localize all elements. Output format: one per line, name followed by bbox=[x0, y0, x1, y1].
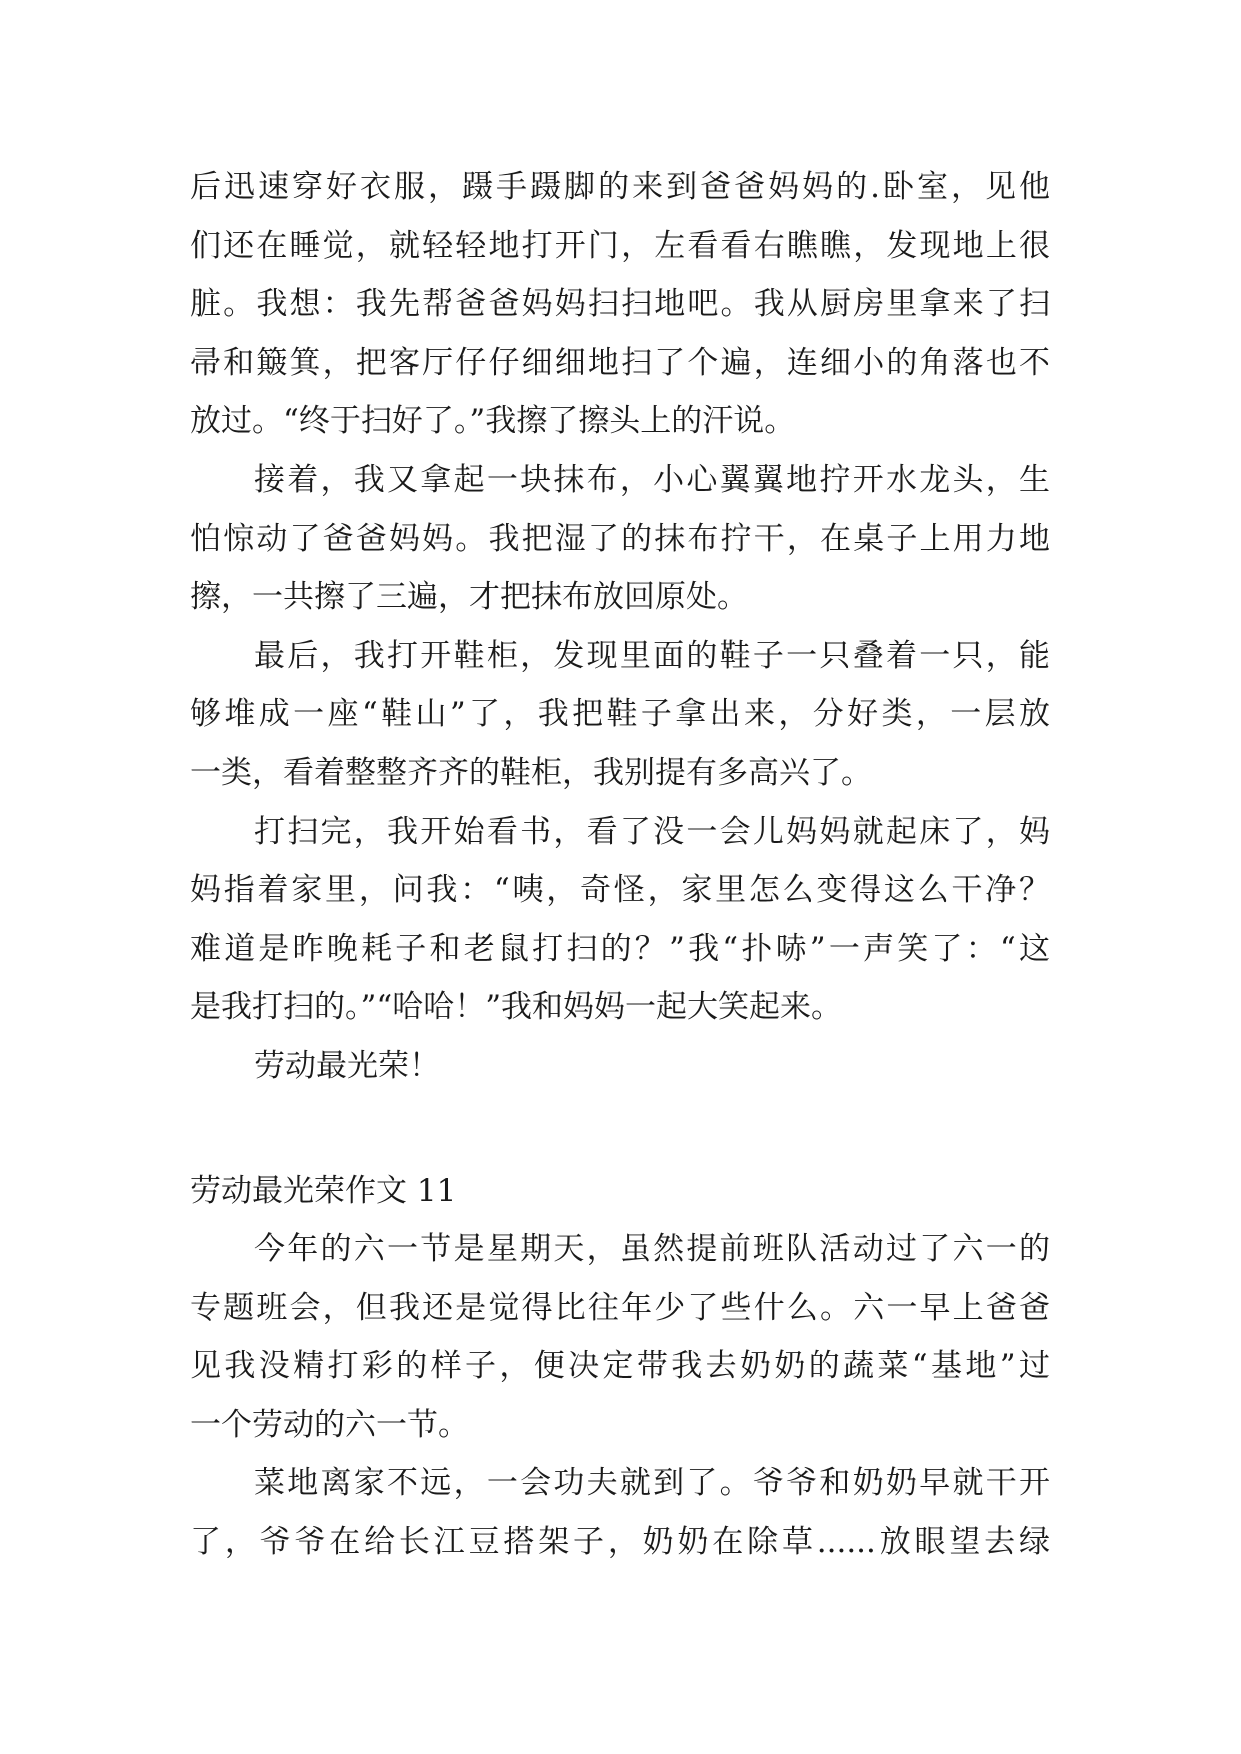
text-line: 们还在睡觉，就轻轻地打开门，左看看右瞧瞧，发现地上很 bbox=[190, 227, 1050, 264]
text-line: 接着，我又拿起一块抹布，小心翼翼地拧开水龙头，生 bbox=[254, 461, 1050, 498]
text-line: 脏。我想：我先帮爸爸妈妈扫扫地吧。我从厨房里拿来了扫 bbox=[190, 286, 1050, 323]
text-line: 难道是昨晚耗子和老鼠打扫的？”我“扑哧”一声笑了：“这 bbox=[190, 930, 1050, 967]
text-line: 见我没精打彩的样子，便决定带我去奶奶的蔬菜“基地”过 bbox=[190, 1348, 1050, 1385]
text-line: 专题班会，但我还是觉得比往年少了些什么。六一早上爸爸 bbox=[190, 1289, 1050, 1326]
text-line: 一类，看着整整齐齐的鞋柜，我别提有多高兴了。 bbox=[190, 754, 872, 791]
text-line: 够堆成一座“鞋山”了，我把鞋子拿出来，分好类，一层放 bbox=[190, 696, 1050, 733]
paragraph bbox=[190, 1454, 1050, 1571]
text-line: 菜地离家不远，一会功夫就到了。爷爷和奶奶早就干开 bbox=[254, 1465, 1050, 1502]
section-spacer bbox=[190, 1096, 1050, 1162]
text-line: 放过。“终于扫好了。”我擦了擦头上的汗说。 bbox=[190, 403, 796, 440]
text-line: 帚和簸箕，把客厅仔仔细细地扫了个遍，连细小的角落也不 bbox=[190, 344, 1050, 381]
paragraph bbox=[190, 627, 1050, 803]
text-line: 打扫完，我开始看书，看了没一会儿妈妈就起床了，妈 bbox=[254, 813, 1050, 850]
text-line: 今年的六一节是星期天，虽然提前班队活动过了六一的 bbox=[254, 1231, 1050, 1268]
paragraph bbox=[190, 803, 1050, 1037]
document-body bbox=[190, 158, 1050, 1572]
text-line: 后迅速穿好衣服，蹑手蹑脚的来到爸爸妈妈的.卧室，见他 bbox=[190, 169, 1050, 205]
paragraph bbox=[190, 451, 1050, 627]
text-line: 妈指着家里，问我：“咦，奇怪，家里怎么变得这么干净？ bbox=[190, 872, 1050, 909]
text-line: 了，爷爷在给长江豆搭架子，奶奶在除草......放眼望去绿 bbox=[190, 1524, 1050, 1561]
paragraph bbox=[190, 1220, 1050, 1454]
text-line: 怕惊动了爸爸妈妈。我把湿了的抹布拧干，在桌子上用力地 bbox=[190, 520, 1050, 557]
text-line: 一个劳动的六一节。 bbox=[190, 1406, 469, 1443]
text-line: 擦，一共擦了三遍，才把抹布放回原处。 bbox=[190, 579, 748, 616]
text-line: 劳动最光荣！ bbox=[254, 1047, 440, 1084]
paragraph bbox=[190, 158, 1050, 451]
text-line: 最后，我打开鞋柜，发现里面的鞋子一只叠着一只，能 bbox=[254, 637, 1050, 674]
section-title: 劳动最光荣作文 11 bbox=[190, 1172, 457, 1209]
paragraph bbox=[190, 1037, 1050, 1096]
text-line: 是我打扫的。”“哈哈！”我和妈妈一起大笑起来。 bbox=[190, 989, 843, 1026]
